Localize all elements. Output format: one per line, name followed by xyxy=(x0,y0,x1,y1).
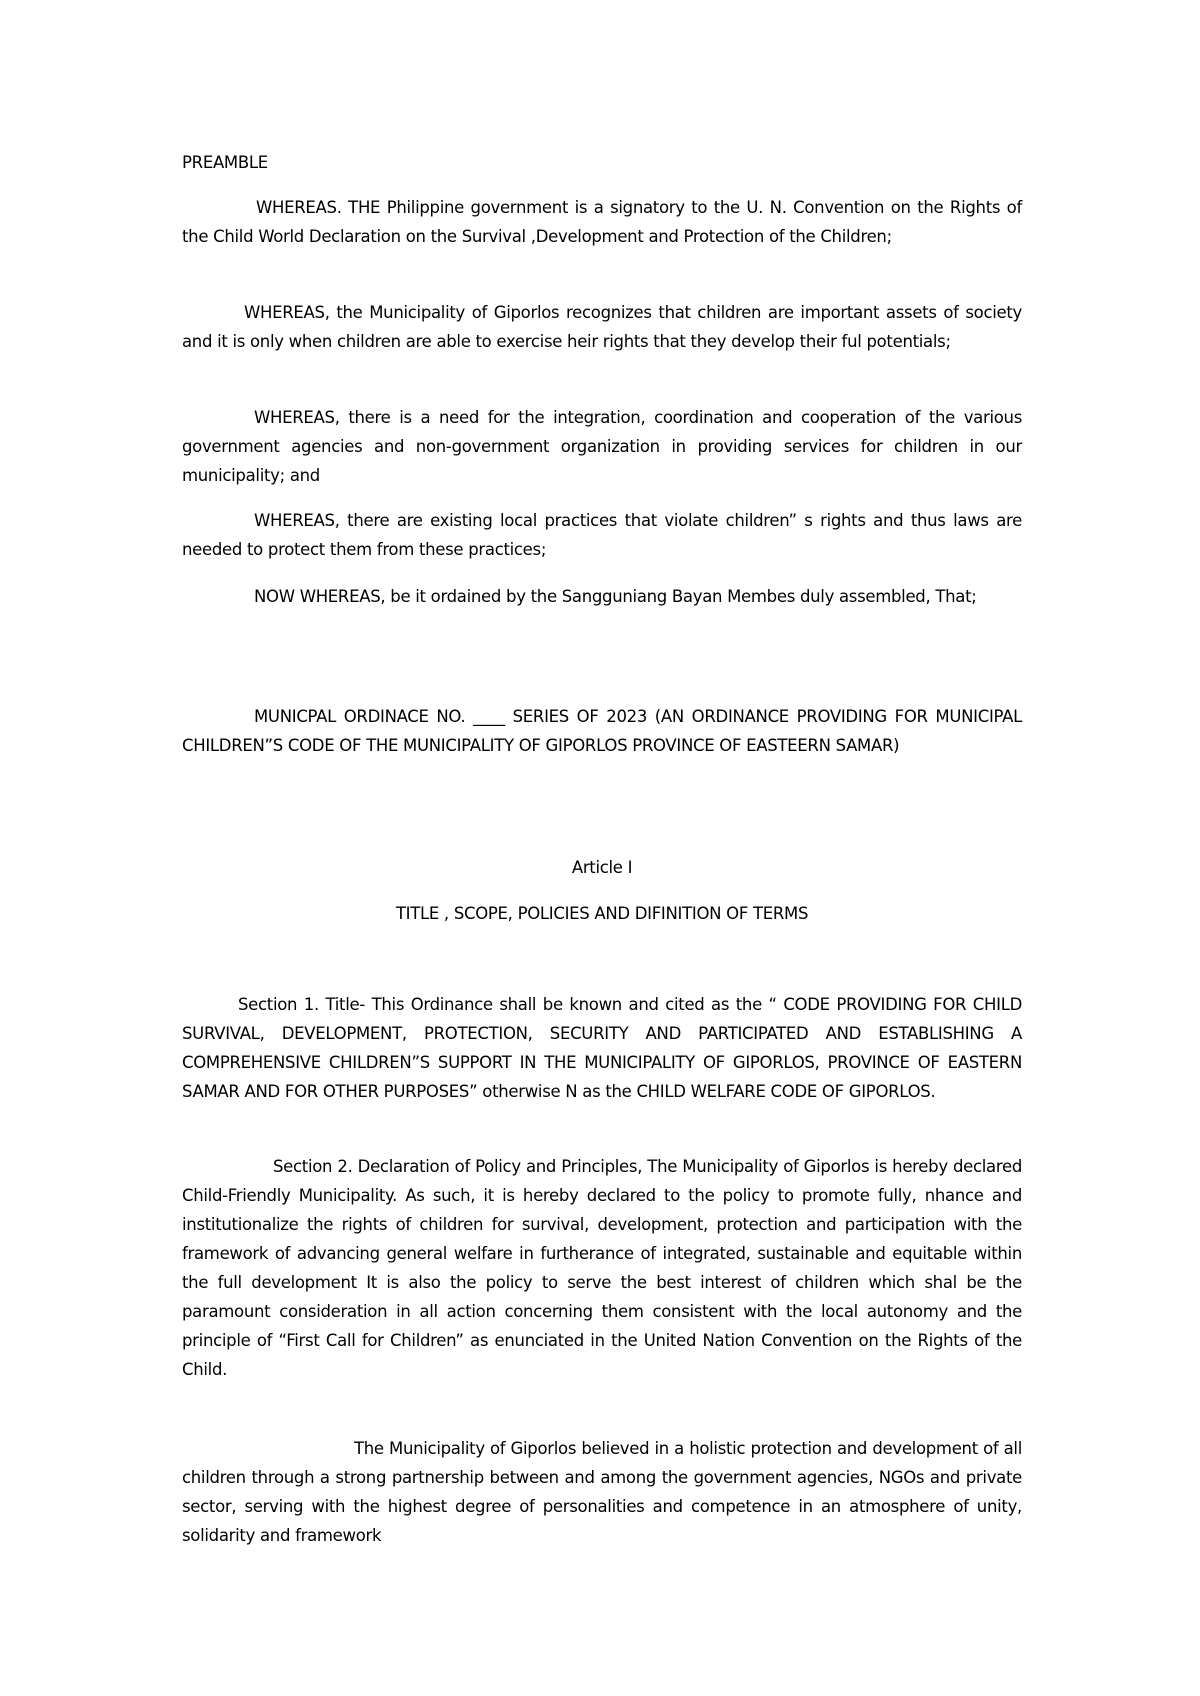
whereas-3-text: WHEREAS, there is a need for the integration, coordination and cooperation of the various government agencies and non-government organization in providing services for children in our municipality; and xyxy=(182,408,1022,485)
now-whereas-paragraph xyxy=(182,582,1022,611)
section-2-continuation xyxy=(182,1434,1022,1550)
article-title-text: TITLE , SCOPE, POLICIES AND DIFINITION OF TERMS xyxy=(395,904,809,923)
section-1-text: Section 1. Title- This Ordinance shall be known and cited as the “ CODE PROVIDING FOR CHILD SURVIVAL, DEVELOPMENT, PROTECTION, SECURITY AND PARTICIPATED AND ESTABLISHING A COMPREHENSIVE CHILDREN”S SUPPORT IN THE MUNICIPALITY OF GIPORLOS, PROVINCE OF EASTERN SAMAR AND FOR OTHER PURPOSES” otherwise N as the CHILD WELFARE CODE OF GIPORLOS. xyxy=(182,995,1022,1101)
whereas-4-text: WHEREAS, there are existing local practices that violate children” s rights and thus laws are needed to protect them from these practices; xyxy=(182,511,1022,559)
whereas-paragraph-3 xyxy=(182,403,1022,490)
article-number xyxy=(182,853,1022,882)
whereas-paragraph-2 xyxy=(182,298,1022,356)
now-whereas-text: NOW WHEREAS, be it ordained by the Sangguniang Bayan Membes duly assembled, That; xyxy=(254,587,977,606)
whereas-paragraph-1 xyxy=(182,193,1022,251)
section-2-continuation-text: The Municipality of Giporlos believed in a holistic protection and development of all children through a strong partnership between and among the government agencies, NGOs and private sector, serving with the highest degree of personalities and competence in an atmosphere of unity, solidarity and framework xyxy=(182,1439,1022,1545)
ordinance-title xyxy=(182,702,1022,760)
whereas-1-text: WHEREAS. THE Philippine government is a signatory to the U. N. Convention on the Rights of the Child World Declaration on the Survival ,Development and Protection of the Children; xyxy=(182,198,1022,246)
whereas-2-text: WHEREAS, the Municipality of Giporlos recognizes that children are important assets of society and it is only when children are able to exercise heir rights that they develop their ful potentials; xyxy=(182,303,1022,351)
section-2 xyxy=(182,1152,1022,1384)
ordinance-title-text: MUNICPAL ORDINACE NO. ____ SERIES OF 2023 (AN ORDINANCE PROVIDING FOR MUNICIPAL CHILDREN”S CODE OF THE MUNICIPALITY OF GIPORLOS PROVINCE OF EASTEERN SAMAR) xyxy=(182,707,1022,755)
section-2-text: Section 2. Declaration of Policy and Principles, The Municipality of Giporlos is hereby declared Child-Friendly Municipality. As such, it is hereby declared to the policy to promote fully, nhance and institutionalize the rights of children for survival, development, protection and participation with the framework of advancing general welfare in furtherance of integrated, sustainable and equitable within the full development It is also the policy to serve the best interest of children which shal be the paramount consideration in all action concerning them consistent with the local autonomy and the principle of “First Call for Children” as enunciated in the United Nation Convention on the Rights of the Child. xyxy=(182,1157,1022,1379)
preamble-heading xyxy=(182,148,1022,177)
whereas-paragraph-4 xyxy=(182,506,1022,564)
preamble-heading-text: PREAMBLE xyxy=(182,153,268,172)
article-number-text: Article I xyxy=(571,858,633,877)
section-1 xyxy=(182,990,1022,1106)
article-title xyxy=(182,899,1022,928)
